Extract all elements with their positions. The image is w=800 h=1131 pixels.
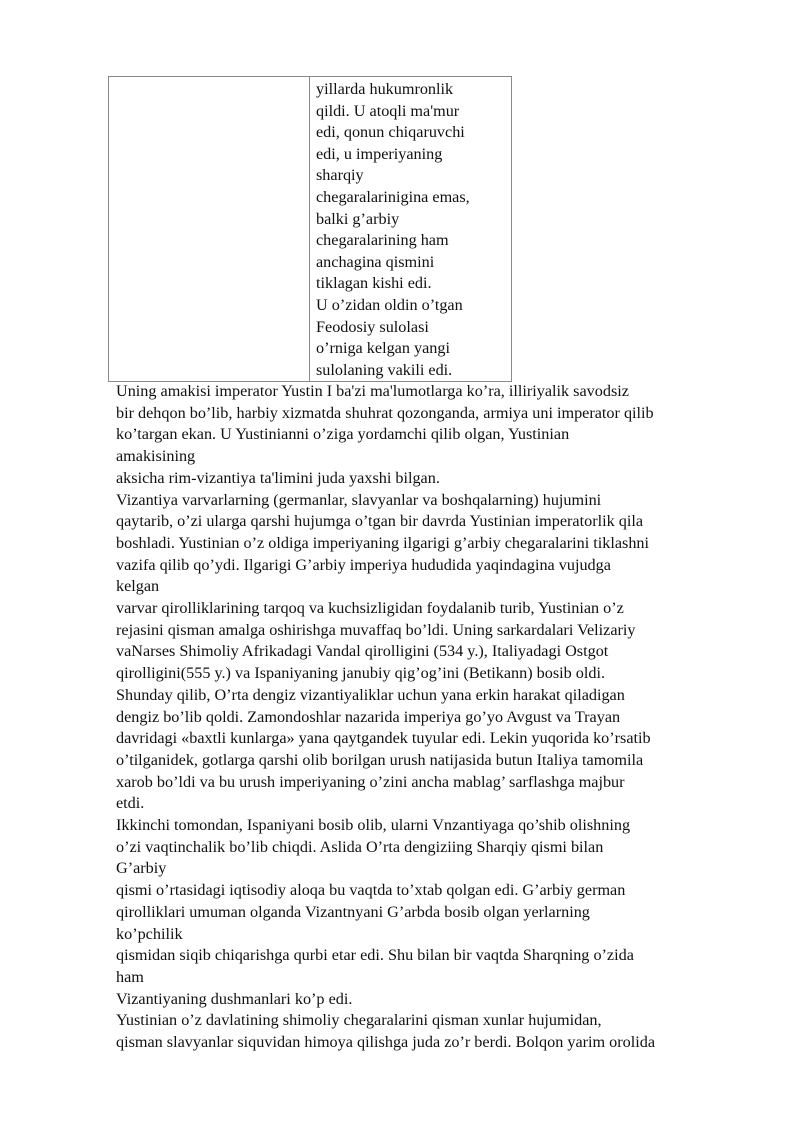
text-line: qisman slavyanlar siquvidan himoya qilishga juda zo’r berdi. Bolqon yarim orolida [116,1033,656,1052]
text-line: davridagi «baxtli kunlarga» yana qaytgandek tuyular edi. Lekin yuqorida ko’rsatib [116,729,651,748]
text-line: etdi. [116,794,145,813]
table-cell-line: chegaralarining ham [316,231,449,250]
table-cell-line: U o’zidan oldin o’tgan [316,295,463,314]
text-line: xarob bo’ldi va bu urush imperiyaning o’zini ancha mablag’ sarflashga majbur [116,772,625,791]
table-cell-line: Feodosiy sulolasi [316,317,429,336]
table-cell-text [310,77,512,382]
table-cell-line: sulolaning vakili edi. [316,360,453,379]
table-cell-empty [109,77,310,382]
table-cell-line: edi, qonun chiqaruvchi [316,123,465,142]
text-line: G’arbiy [116,859,167,878]
text-line: vaNarses Shimoliy Afrikadagi Vandal qirolligini (534 y.), Italiyadagi Ostgot [116,642,609,661]
text-line: rejasini qisman amalga oshirishga muvaffaq bo’ldi. Uning sarkardalari Velizariy [116,620,636,639]
table-cell-line: yillarda hukumronlik [316,80,454,98]
text-line: ham [116,967,144,986]
text-line: Vizantiyaning dushmanlari ko’p edi. [116,989,353,1008]
text-line: amakisining [116,447,196,466]
table-cell-line: qildi. U atoqli ma'mur [316,101,460,120]
text-line: dengiz bo’lib qoldi. Zamondoshlar nazarida imperiya go’yo Avgust va Trayan [116,707,621,726]
text-line: vazifa qilib qo’ydi. Ilgarigi G’arbiy imperiya hududida yaqindagina vujudga [116,555,611,574]
text-line: Shunday qilib, O’rta dengiz vizantiyaliklar uchun yana erkin harakat qiladigan [116,685,625,704]
table-cell-line: edi, u imperiyaning [316,144,443,163]
table-cell-line: tiklagan kishi edi. [316,274,432,293]
table-cell-line: anchagina qismini [316,252,435,271]
text-line: qismi o’rtasidagi iqtisodiy aloqa bu vaqtda to’xtab qolgan edi. G’arbiy german [116,881,626,900]
body-text [116,381,746,1054]
table-cell-line: chegaralarinigina emas, [316,187,470,206]
text-line: o’zi vaqtinchalik bo’lib chiqdi. Aslida O’rta dengiziing Sharqiy qismi bilan [116,837,604,856]
text-line: qismidan siqib chiqarishga qurbi etar edi. Shu bilan bir vaqtda Sharqning o’zida [116,946,634,965]
text-line: o’tilganidek, gotlarga qarshi olib borilgan urush natijasida butun Italiya tamomila [116,750,644,769]
text-line: ko’pchilik [116,924,183,943]
text-line: qirolligini(555 y.) va Ispaniyaning janubiy qig’og’ini (Betikann) bosib oldi. [116,664,605,683]
text-line: aksicha rim-vizantiya ta'limini juda yaxshi bilgan. [116,468,440,487]
text-line: Yustinian o’z davlatining shimoliy chegaralarini qisman xunlar hujumidan, [116,1011,602,1030]
text-line: Uning amakisi imperator Yustin I ba'zi ma'lumotlarga ko’ra, illiriyalik savodsiz [116,382,629,400]
text-line: Vizantiya varvarlarning (germanlar, slavyanlar va boshqalarning) hujumini [116,490,602,509]
text-line: qirolliklari umuman olganda Vizantnyani G’arbda bosib olgan yerlarning [116,902,590,921]
text-line: bir dehqon bo’lib, harbiy xizmatda shuhrat qozonganda, armiya uni imperator qilib [116,403,654,422]
text-line: boshladi. Yustinian o’z oldiga imperiyaning ilgarigi g’arbiy chegaralarini tiklashni [116,533,650,552]
text-line: varvar qirolliklarining tarqoq va kuchsizligidan foydalanib turib, Yustinian o’z [116,599,624,618]
text-line: Ikkinchi tomondan, Ispaniyani bosib olib, ularni Vnzantiyaga qo’shib olishning [116,816,631,835]
continuation-table [108,76,512,382]
table-cell-line: sharqiy [316,166,364,185]
text-line: ko’targan ekan. U Yustinianni o’ziga yordamchi qilib olgan, Yustinian [116,425,570,444]
table-cell-line: balki g’arbiy [316,209,400,228]
table-row [109,77,512,382]
table-cell-line: o’rniga kelgan yangi [316,339,450,358]
text-line: qaytarib, o’zi ularga qarshi hujumga o’tgan bir davrda Yustinian imperatorlik qila [116,512,644,531]
text-line: kelgan [116,577,160,596]
